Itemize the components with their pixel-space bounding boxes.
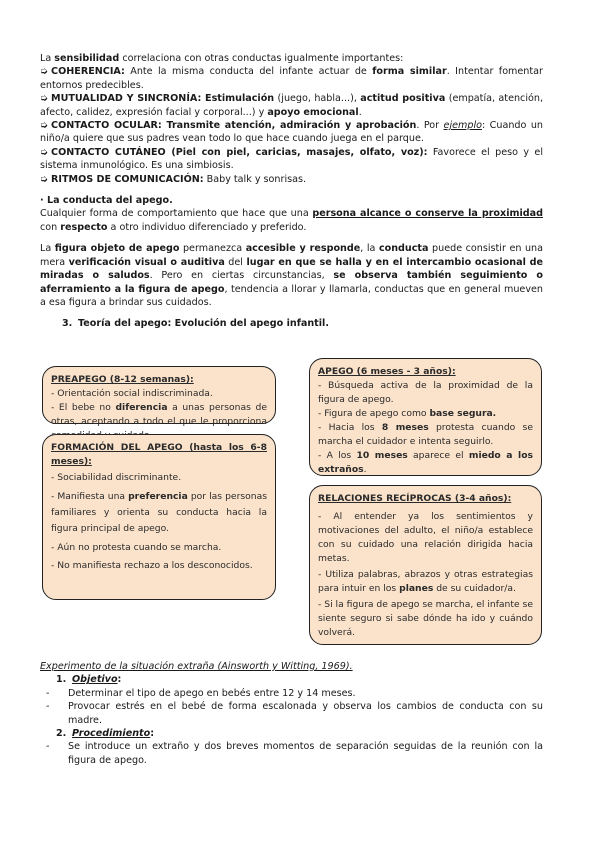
procedimiento-heading: 2. Procedimiento: [56, 728, 155, 740]
arrow-icon: ➭ [40, 66, 49, 78]
sensibilidad-intro: La sensibilidad correlaciona con otras conductas igualmente importantes: [40, 53, 404, 64]
relaciones-line-2: - Utiliza palabras, abrazos y otras estrategias para intuir en los planes de su cuidador/a. [318, 569, 533, 594]
arrow-icon: ➭ [40, 173, 49, 185]
ocular-item: ➭ CONTACTO OCULAR: Transmite atención, admiración y aprobación. Por ejemplo: Cuando un niño/a quiere que sus padres vean todo lo que hace cuando juega en el parque. [40, 120, 543, 145]
experimento-section [40, 660, 543, 767]
relaciones-line-1: - Al entender ya los sentimientos y motivaciones del adulto, el niño/a establece con su cuidado una relación dirigida hacia metas. [318, 511, 533, 564]
list-item: - Determinar el tipo de apego en bebés entre 12 y 14 meses. [46, 687, 356, 699]
preapego-box [42, 366, 276, 427]
cutaneo-item: ➭ CONTACTO CUTÁNEO (Piel con piel, caricias, masajes, olfato, voz): Favorece el peso y el sistema inmunológico. Es una simbiosis. [40, 146, 543, 172]
apego-box [309, 358, 542, 476]
preapego-line-2: - El bebe no diferencia a unas personas de otras, aceptando a todo el que le proporciona [51, 402, 267, 427]
conducta-paragraph-1: Cualquier forma de comportamiento que hace que una persona alcance o conserve la proximidad con respecto a otro individuo diferenciado y preferido. [40, 208, 543, 233]
preapego-title: PREAPEGO (8-12 semanas): [51, 374, 194, 385]
coherencia-item: ➭ COHERENCIA: Ante la misma conducta del infante actuar de forma similar. Intentar fomentar entornos predecibles. [40, 66, 543, 91]
apego-line-2: - Figura de apego como base segura. [318, 408, 497, 419]
ritmos-item: ➭ RITMOS DE COMUNICACIÓN: Baby talk y sonrisas. [40, 173, 307, 185]
document-page [40, 52, 543, 331]
apego-title: APEGO (6 meses - 3 años): [318, 366, 456, 377]
formacion-title: FORMACIÓN DEL APEGO (hasta los 6-8 meses): [51, 442, 267, 467]
apego-line-1: - Búsqueda activa de la proximidad de la figura de apego. [318, 380, 533, 405]
formacion-line-4: - No manifiesta rechazo a los desconocidos. [51, 560, 253, 571]
relaciones-title: RELACIONES RECÍPROCAS (3-4 años): [318, 493, 512, 504]
formacion-line-3: - Aún no protesta cuando se marcha. [51, 542, 222, 553]
list-item: - Provocar estrés en el bebé de forma escalonada y observa los cambios de conducta con su madre. [46, 701, 543, 726]
procedimiento-list [40, 740, 543, 767]
experimento-title: Experimento de la situación extraña (Ainsworth y Witting, 1969). [40, 661, 353, 672]
list-item: - Se introduce un extraño y dos breves momentos de separación seguidas de la reunión con la figura de apego. [46, 741, 543, 766]
relaciones-line-3: - Si la figura de apego se marcha, el infante se siente seguro si sabe dónde ha ido y cuándo volverá. [318, 599, 533, 638]
formacion-line-1: - Sociabilidad discriminante. [51, 472, 182, 483]
arrow-icon: ➭ [40, 146, 49, 158]
arrow-icon: ➭ [40, 120, 49, 132]
formacion-line-2: - Manifiesta una preferencia por las personas familiares y orienta su conducta hacia la figura principal de apego. [51, 491, 268, 534]
objetivo-list [40, 687, 543, 727]
objetivo-heading: 1. Objetivo: [56, 674, 122, 686]
conducta-paragraph-2: La figura objeto de apego permanezca accesible y responde, la conducta puede consistir en una mera verificación visual o auditiva del lugar en que se halla y en el intercambio ocasional de miradas o saludos. Pero en ciertas circunstancias, se observa también seguimiento o aferramiento a la figura de apego, tendencia a llorar y llamarla, conductas que en general mueven a esa figura a brindar sus cuidados. [40, 243, 544, 308]
teoria-heading: 3. Teoría del apego: Evolución del apego infantil. [62, 318, 329, 330]
preapego-line-1: - Orientación social indiscriminada. [51, 388, 213, 399]
arrow-icon: ➭ [40, 93, 49, 105]
relaciones-box [309, 485, 542, 645]
conducta-heading: · La conducta del apego. [40, 195, 173, 207]
apego-line-3: - Hacia los 8 meses protesta cuando se marcha el cuidador e intenta seguirlo. [318, 422, 533, 447]
mutualidad-item: ➭ MUTUALIDAD Y SINCRONÍA: Estimulación (juego, habla...), actitud positiva (empatía, atención, afecto, calidez, expresión facial y corporal...) y apoyo emocional. [40, 93, 543, 118]
apego-line-4: - A los 10 meses aparece el miedo a los extraños. [318, 450, 533, 475]
formacion-box [42, 434, 276, 600]
